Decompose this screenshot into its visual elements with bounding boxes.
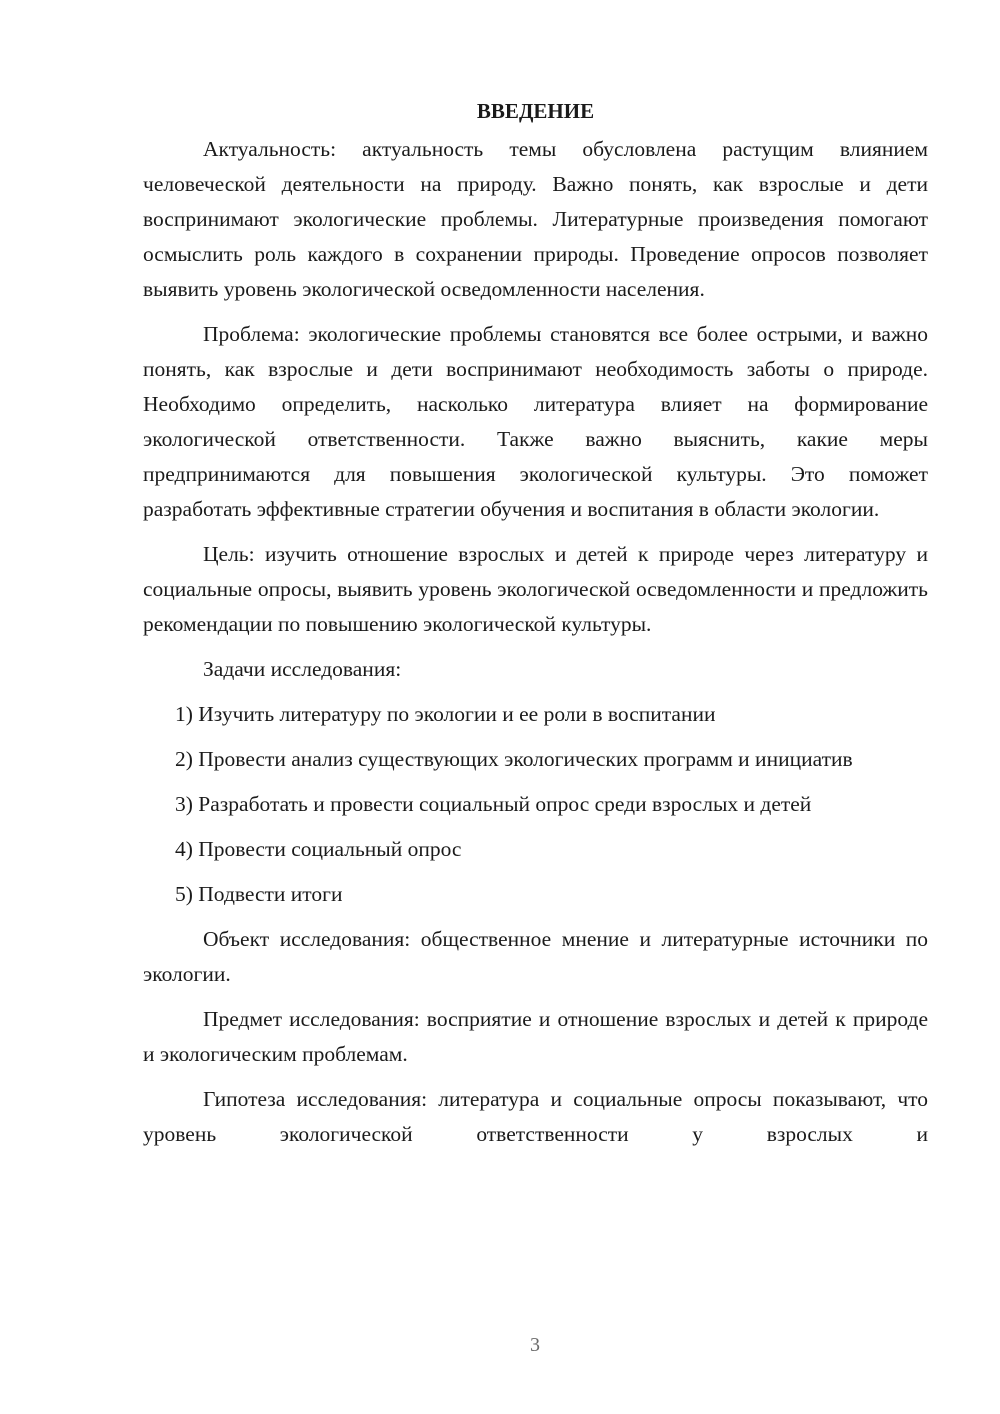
task-item-4: 4) Провести социальный опрос — [175, 837, 462, 861]
task-item-3: 3) Разработать и провести социальный опрос среди взрослых и детей — [175, 792, 812, 816]
task-item-2: 2) Провести анализ существующих экологических программ и инициатив — [175, 747, 853, 771]
section-title: ВВЕДЕНИЕ — [476, 99, 595, 123]
hypothesis-paragraph: Гипотеза исследования: литература и социальные опросы показывают, что уровень экологической ответственности у взрослых и — [143, 1087, 928, 1146]
page-body — [143, 96, 928, 1162]
task-item-5: 5) Подвести итоги — [175, 882, 343, 906]
object-paragraph: Объект исследования: общественное мнение и литературные источники по экологии. — [143, 927, 928, 986]
relevance-paragraph: Актуальность: актуальность темы обусловлена растущим влиянием человеческой деятельности на природу. Важно понять, как взрослые и дети воспринимают экологические проблемы. Литературные произведения помогают осмыслить роль каждого в сохранении природы. Проведение опросов позволяет выявить уровень экологической осведомленности населения. — [143, 137, 928, 301]
page-number: 3 — [530, 1334, 540, 1356]
subject-paragraph: Предмет исследования: восприятие и отношение взрослых и детей к природе и экологическим проблемам. — [143, 1007, 928, 1066]
tasks-heading: Задачи исследования: — [203, 657, 402, 681]
problem-paragraph: Проблема: экологические проблемы становятся все более острыми, и важно понять, как взрослые и дети воспринимают необходимость заботы о природе. Необходимо определить, насколько литература влияет на формирование экологической ответственности. Также важно выяснить, какие меры предпринимаются для повышения экологической культуры. Это поможет разработать эффективные стратегии обучения и воспитания в области экологии. — [143, 322, 928, 521]
task-item-1: 1) Изучить литературу по экологии и ее роли в воспитании — [175, 702, 716, 726]
goal-paragraph: Цель: изучить отношение взрослых и детей к природе через литературу и социальные опросы, выявить уровень экологической осведомленности и предложить рекомендации по повышению экологической культуры. — [143, 542, 928, 636]
